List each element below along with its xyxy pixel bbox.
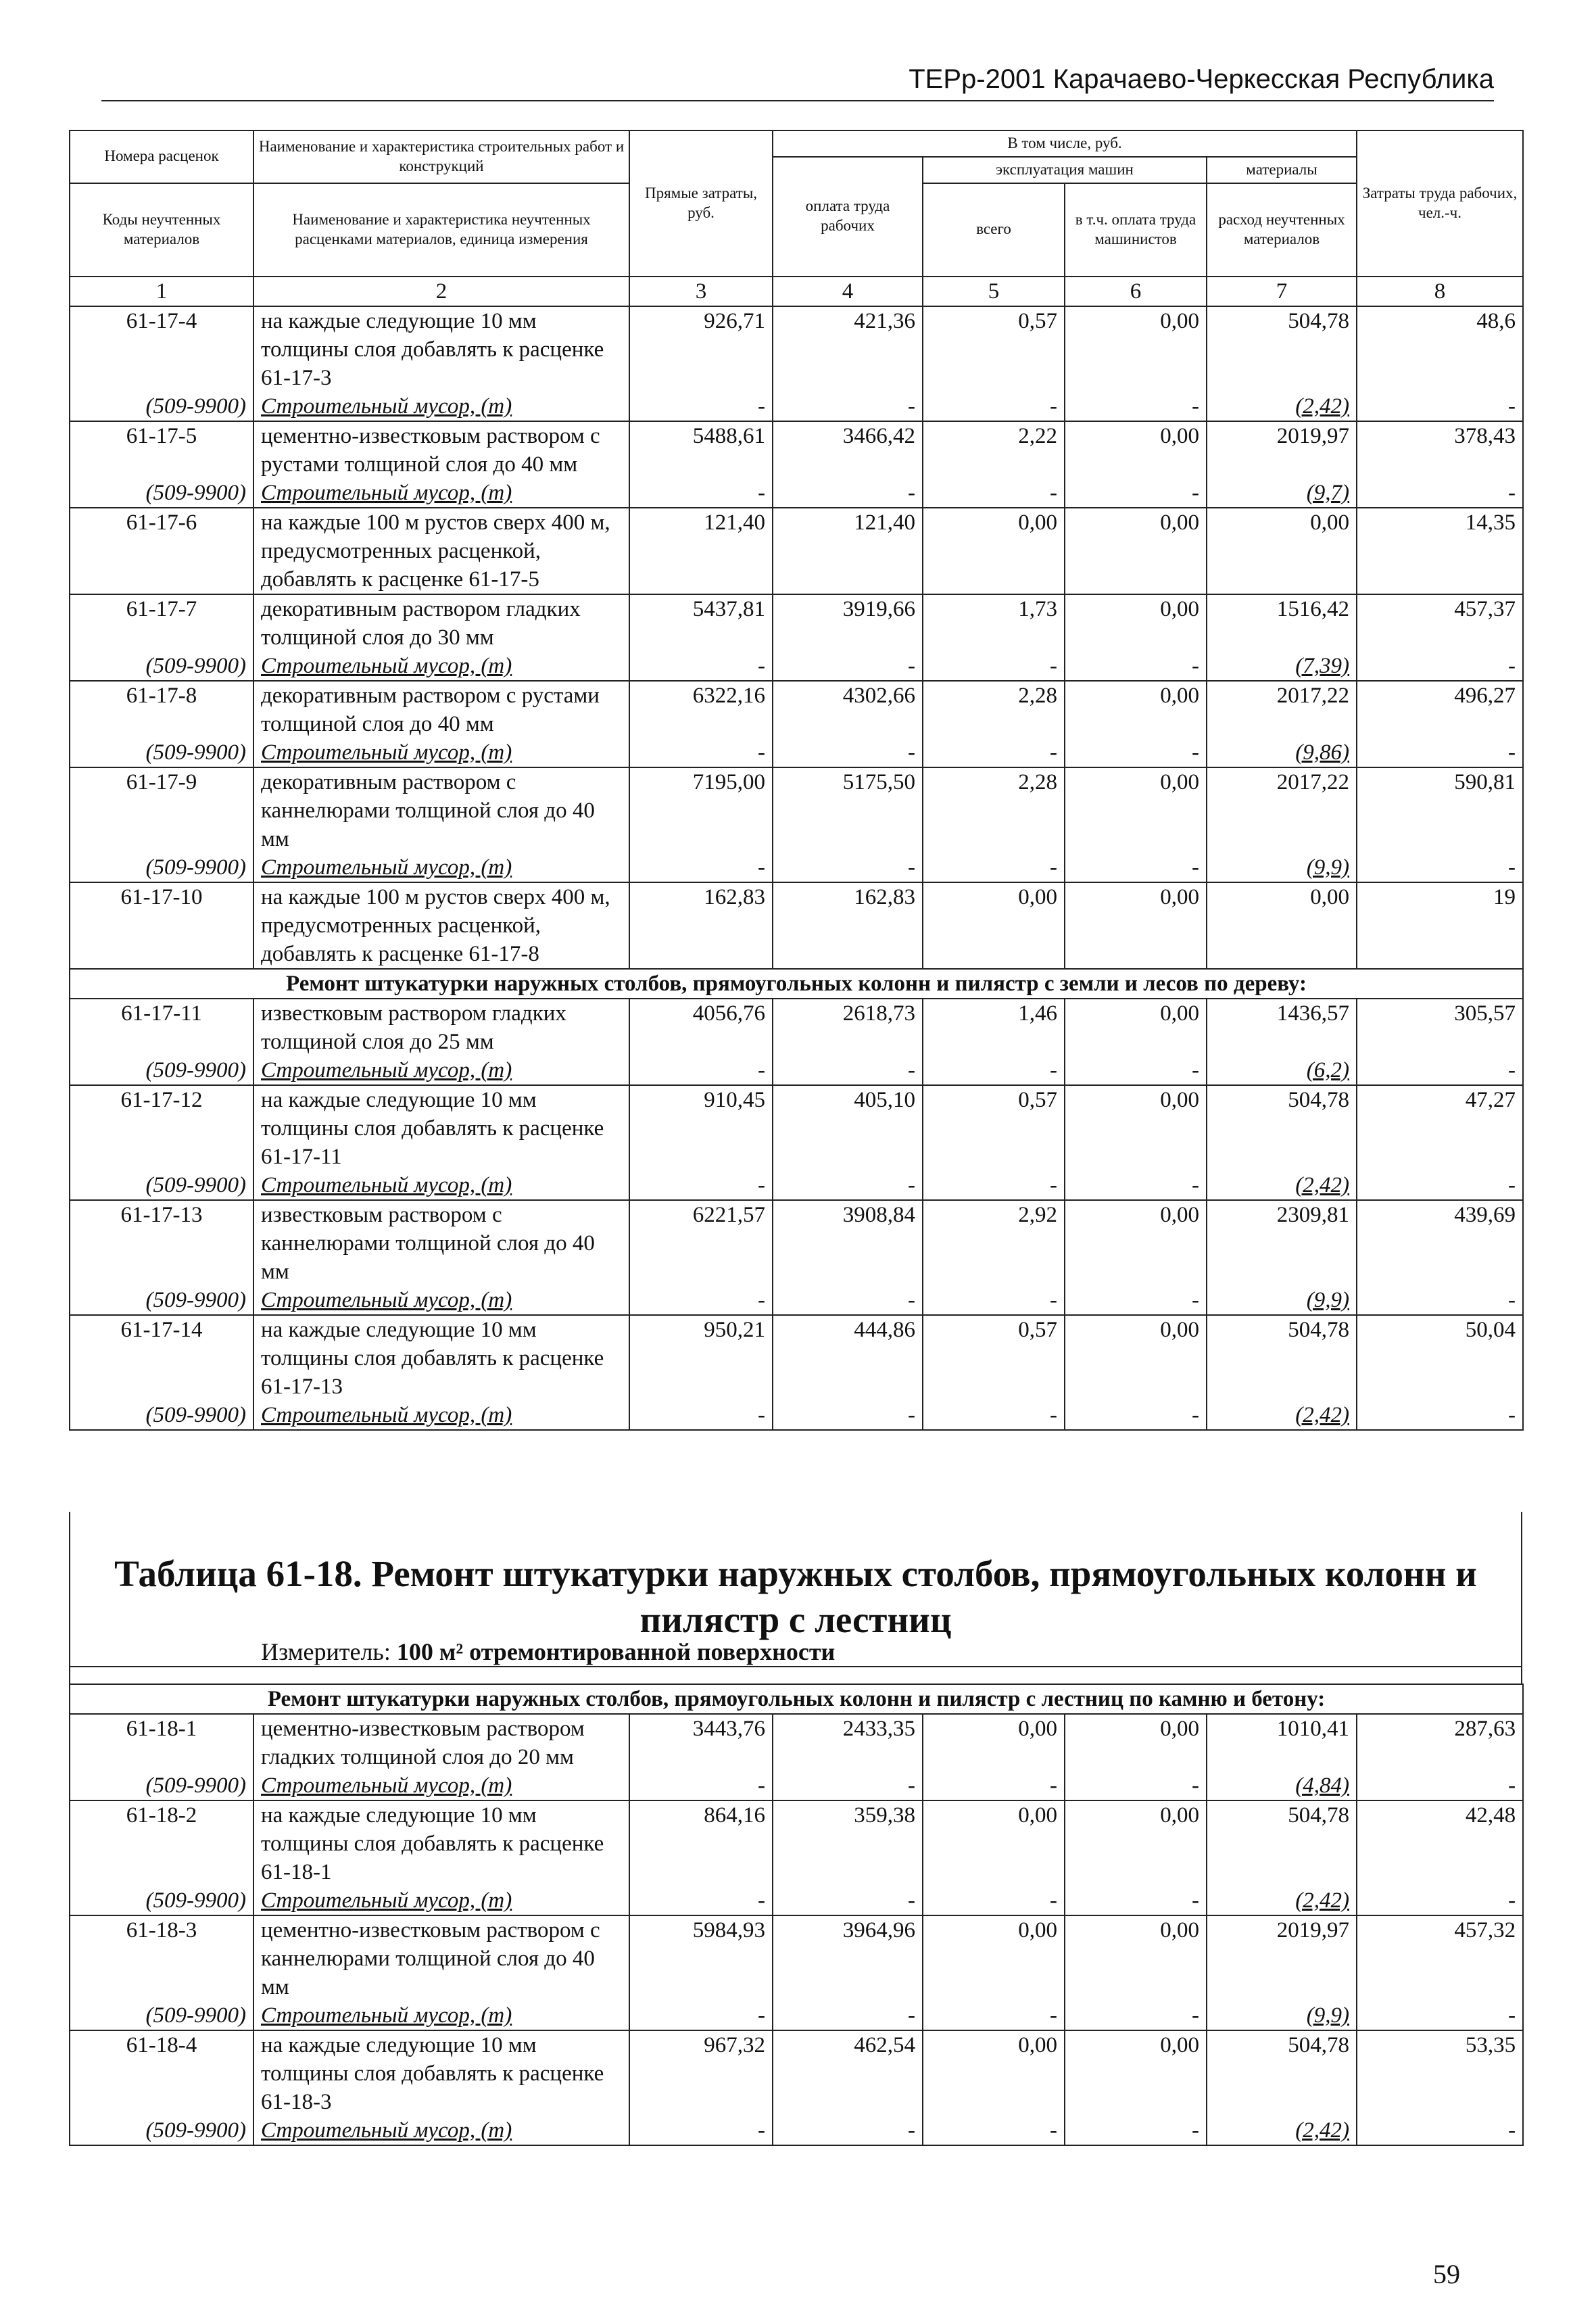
rate-row (70, 508, 1523, 594)
direct-cost: 6221,57 (629, 1200, 773, 1286)
material-name: Строительный мусор, (т) (253, 2116, 629, 2145)
rates-body-3 (70, 1714, 1523, 2145)
rate-code: 61-17-12 (70, 1085, 253, 1171)
col1-header-bottom: Коды неучтенных материалов (70, 183, 253, 277)
material-quantity: (9,9) (1207, 1286, 1357, 1315)
machine-cost: 0,00 (923, 1915, 1065, 2001)
rate-code: 61-17-13 (70, 1200, 253, 1286)
materials-cost: 504,78 (1207, 1315, 1357, 1401)
col2-header-bottom: Наименование и характеристика неучтенных расценками материалов, единица измерения (253, 183, 629, 277)
rate-row (70, 767, 1523, 853)
materials-cost: 2017,22 (1207, 681, 1357, 738)
machine-cost: 1,73 (923, 594, 1065, 652)
dash-cell: - (773, 738, 923, 767)
dash-cell: - (629, 853, 773, 882)
materials-cost: 504,78 (1207, 1085, 1357, 1171)
material-row (70, 652, 1523, 681)
dash-cell: - (1357, 652, 1523, 681)
dash-cell: - (773, 1771, 923, 1800)
machine-cost: 0,57 (923, 1315, 1065, 1401)
dash-cell: - (1065, 1886, 1207, 1915)
labor-cost: 5175,50 (773, 767, 923, 853)
labor-hours: 590,81 (1357, 767, 1523, 853)
machine-labor-cost: 0,00 (1065, 421, 1207, 479)
material-quantity: (2,42) (1207, 392, 1357, 421)
labor-cost: 3908,84 (773, 1200, 923, 1286)
dash-cell: - (923, 1056, 1065, 1085)
dash-cell: - (1357, 1771, 1523, 1800)
col2-header-top: Наименование и характеристика строительных работ и конструкций (253, 130, 629, 183)
measure-label: Измеритель: (261, 1638, 391, 1665)
material-quantity: (9,86) (1207, 738, 1357, 767)
labor-hours: 496,27 (1357, 681, 1523, 738)
dash-cell: - (923, 1886, 1065, 1915)
labor-cost: 359,38 (773, 1800, 923, 1886)
labor-hours: 50,04 (1357, 1315, 1523, 1401)
material-code: (509-9900) (70, 2116, 253, 2145)
rate-row (70, 681, 1523, 738)
rate-description: на каждые 100 м рустов сверх 400 м, предусмотренных расценкой, добавлять к расценке 61-17-5 (253, 508, 629, 594)
direct-cost: 121,40 (629, 508, 773, 594)
rate-description: цементно-известковым раствором с рустами толщиной слоя до 40 мм (253, 421, 629, 479)
dash-cell: - (1065, 1286, 1207, 1315)
machine-cost: 1,46 (923, 999, 1065, 1056)
rate-row (70, 1714, 1523, 1771)
material-row (70, 1171, 1523, 1200)
machine-cost: 2,22 (923, 421, 1065, 479)
dash-cell: - (923, 853, 1065, 882)
material-row (70, 392, 1523, 421)
measure-value: 100 м² отремонтированной поверхности (396, 1638, 836, 1665)
rate-description: на каждые следующие 10 мм толщины слоя добавлять к расценке 61-17-3 (253, 306, 629, 392)
material-quantity: (2,42) (1207, 1171, 1357, 1200)
col6-header: в т.ч. оплата труда машинистов (1065, 183, 1207, 277)
dash-cell: - (629, 1401, 773, 1430)
direct-cost: 967,32 (629, 2030, 773, 2116)
col3-header: Прямые затраты, руб. (629, 130, 773, 277)
dash-cell: - (1357, 479, 1523, 508)
material-name: Строительный мусор, (т) (253, 1056, 629, 1085)
rate-description: на каждые следующие 10 мм толщины слоя добавлять к расценке 61-17-13 (253, 1315, 629, 1401)
dash-cell: - (629, 1171, 773, 1200)
dash-cell: - (923, 479, 1065, 508)
rate-code: 61-18-2 (70, 1800, 253, 1886)
labor-cost: 3919,66 (773, 594, 923, 652)
labor-cost: 162,83 (773, 882, 923, 969)
direct-cost: 162,83 (629, 882, 773, 969)
dash-cell: - (1357, 1886, 1523, 1915)
col5-header: всего (923, 183, 1065, 277)
dash-cell: - (1065, 1771, 1207, 1800)
dash-cell: - (1357, 1056, 1523, 1085)
dash-cell: - (923, 392, 1065, 421)
dash-cell: - (1065, 738, 1207, 767)
material-quantity: (2,42) (1207, 1886, 1357, 1915)
labor-hours: 14,35 (1357, 508, 1523, 594)
column-numbers-row: 1 2 3 4 5 6 7 8 (70, 277, 1523, 306)
material-row (70, 853, 1523, 882)
dash-cell: - (1357, 1171, 1523, 1200)
labor-cost: 3964,96 (773, 1915, 923, 2001)
rate-description: декоративным раствором с каннелюрами толщиной слоя до 40 мм (253, 767, 629, 853)
dash-cell: - (1357, 1401, 1523, 1430)
section-heading: Ремонт штукатурки наружных столбов, прямоугольных колонн и пилястр с лестниц по камню и бетону: (70, 1684, 1523, 1714)
machine-labor-cost: 0,00 (1065, 1085, 1207, 1171)
rate-code: 61-17-5 (70, 421, 253, 479)
rate-row (70, 1315, 1523, 1401)
col4-header: оплата труда рабочих (773, 157, 923, 277)
machine-labor-cost: 0,00 (1065, 1915, 1207, 2001)
rate-code: 61-17-9 (70, 767, 253, 853)
materials-cost: 504,78 (1207, 2030, 1357, 2116)
dash-cell: - (1065, 1056, 1207, 1085)
dash-cell: - (773, 1171, 923, 1200)
dash-cell: - (629, 1286, 773, 1315)
labor-hours: 378,43 (1357, 421, 1523, 479)
machine-cost: 0,00 (923, 2030, 1065, 2116)
material-name: Строительный мусор, (т) (253, 2001, 629, 2030)
dash-cell: - (1065, 853, 1207, 882)
material-name: Строительный мусор, (т) (253, 652, 629, 681)
col7-header: расход неучтенных материалов (1207, 183, 1357, 277)
material-code: (509-9900) (70, 2001, 253, 2030)
machine-labor-cost: 0,00 (1065, 1315, 1207, 1401)
dash-cell: - (923, 2116, 1065, 2145)
rate-row (70, 1800, 1523, 1886)
rate-description: цементно-известковым раствором с каннелюрами толщиной слоя до 40 мм (253, 1915, 629, 2001)
labor-hours: 47,27 (1357, 1085, 1523, 1171)
rate-row (70, 999, 1523, 1056)
rate-code: 61-17-7 (70, 594, 253, 652)
rate-code: 61-18-3 (70, 1915, 253, 2001)
material-code: (509-9900) (70, 738, 253, 767)
direct-cost: 7195,00 (629, 767, 773, 853)
dash-cell: - (1357, 738, 1523, 767)
material-name: Строительный мусор, (т) (253, 1401, 629, 1430)
labor-cost: 2618,73 (773, 999, 923, 1056)
dash-cell: - (1357, 392, 1523, 421)
material-row (70, 1886, 1523, 1915)
direct-cost: 910,45 (629, 1085, 773, 1171)
materials-cost: 1516,42 (1207, 594, 1357, 652)
section-heading: Ремонт штукатурки наружных столбов, прямоугольных колонн и пилястр с земли и лесов по дереву: (70, 969, 1523, 999)
machine-labor-cost: 0,00 (1065, 306, 1207, 392)
rate-row (70, 1200, 1523, 1286)
material-row (70, 1286, 1523, 1315)
materials-cost: 2017,22 (1207, 767, 1357, 853)
dash-cell: - (629, 2116, 773, 2145)
dash-cell: - (1065, 479, 1207, 508)
dash-cell: - (1065, 2116, 1207, 2145)
machine-cost: 0,00 (923, 1800, 1065, 1886)
dash-cell: - (629, 1886, 773, 1915)
dash-cell: - (773, 2116, 923, 2145)
dash-cell: - (773, 1286, 923, 1315)
machine-labor-cost: 0,00 (1065, 594, 1207, 652)
labor-hours: 53,35 (1357, 2030, 1523, 2116)
rate-description: на каждые 100 м рустов сверх 400 м, предусмотренных расценкой, добавлять к расценке 61-17-8 (253, 882, 629, 969)
labor-cost: 121,40 (773, 508, 923, 594)
material-name: Строительный мусор, (т) (253, 392, 629, 421)
materials-cost: 2019,97 (1207, 421, 1357, 479)
materials-cost: 504,78 (1207, 1800, 1357, 1886)
machine-cost: 0,00 (923, 508, 1065, 594)
dash-cell: - (773, 853, 923, 882)
dash-cell: - (629, 1056, 773, 1085)
material-row (70, 1771, 1523, 1800)
header-title: ТЕРр-2001 Карачаево-Черкесская Республика (909, 64, 1494, 94)
rates-body-2 (70, 999, 1523, 1430)
material-code: (509-9900) (70, 1401, 253, 1430)
dash-cell: - (629, 479, 773, 508)
dash-cell: - (1065, 2001, 1207, 2030)
dash-cell: - (1065, 1171, 1207, 1200)
rate-code: 61-17-14 (70, 1315, 253, 1401)
labor-cost: 462,54 (773, 2030, 923, 2116)
rate-row (70, 882, 1523, 969)
material-quantity: (9,7) (1207, 479, 1357, 508)
rate-code: 61-17-11 (70, 999, 253, 1056)
materials-header: материалы (1207, 157, 1357, 183)
rate-description: цементно-известковым раствором гладких толщиной слоя до 20 мм (253, 1714, 629, 1771)
rate-row (70, 306, 1523, 392)
direct-cost: 5437,81 (629, 594, 773, 652)
material-quantity: (6,2) (1207, 1056, 1357, 1085)
machine-labor-cost: 0,00 (1065, 508, 1207, 594)
labor-hours: 287,63 (1357, 1714, 1523, 1771)
direct-cost: 926,71 (629, 306, 773, 392)
rate-code: 61-18-4 (70, 2030, 253, 2116)
machine-labor-cost: 0,00 (1065, 1800, 1207, 1886)
rate-row (70, 1085, 1523, 1171)
dash-cell: - (923, 1771, 1065, 1800)
machines-header: эксплуатация машин (923, 157, 1207, 183)
rate-row (70, 1915, 1523, 2001)
rate-description: на каждые следующие 10 мм толщины слоя добавлять к расценке 61-18-3 (253, 2030, 629, 2116)
materials-cost: 2019,97 (1207, 1915, 1357, 2001)
material-quantity: (2,42) (1207, 1401, 1357, 1430)
materials-cost: 1436,57 (1207, 999, 1357, 1056)
table-title: Таблица 61-18. Ремонт штукатурки наружных столбов, прямоугольных колонн и пилястр с лестниц (114, 1553, 1477, 1640)
material-code: (509-9900) (70, 1171, 253, 1200)
machine-labor-cost: 0,00 (1065, 1200, 1207, 1286)
material-name: Строительный мусор, (т) (253, 853, 629, 882)
dash-cell: - (923, 738, 1065, 767)
labor-cost: 3466,42 (773, 421, 923, 479)
material-name: Строительный мусор, (т) (253, 738, 629, 767)
labor-hours: 457,32 (1357, 1915, 1523, 2001)
material-name: Строительный мусор, (т) (253, 1771, 629, 1800)
material-code: (509-9900) (70, 1886, 253, 1915)
dash-cell: - (1065, 392, 1207, 421)
rate-code: 61-17-6 (70, 508, 253, 594)
labor-cost: 4302,66 (773, 681, 923, 738)
machine-labor-cost: 0,00 (1065, 1714, 1207, 1771)
material-code: (509-9900) (70, 392, 253, 421)
material-code: (509-9900) (70, 853, 253, 882)
direct-cost: 6322,16 (629, 681, 773, 738)
material-name: Строительный мусор, (т) (253, 1886, 629, 1915)
materials-cost: 1010,41 (1207, 1714, 1357, 1771)
materials-cost: 0,00 (1207, 508, 1357, 594)
dash-cell: - (773, 1886, 923, 1915)
rate-code: 61-17-10 (70, 882, 253, 969)
divider (70, 1666, 1521, 1667)
dash-cell: - (923, 1401, 1065, 1430)
rate-row (70, 594, 1523, 652)
machine-labor-cost: 0,00 (1065, 999, 1207, 1056)
labor-hours: 42,48 (1357, 1800, 1523, 1886)
dash-cell: - (1357, 2116, 1523, 2145)
material-quantity: (7,39) (1207, 652, 1357, 681)
material-quantity: (9,9) (1207, 2001, 1357, 2030)
labor-cost: 421,36 (773, 306, 923, 392)
dash-cell: - (773, 1401, 923, 1430)
dash-cell: - (629, 392, 773, 421)
col8-header: Затраты труда рабочих, чел.-ч. (1357, 130, 1523, 277)
material-row (70, 2001, 1523, 2030)
rates-table-61-18 (69, 1684, 1524, 2146)
machine-labor-cost: 0,00 (1065, 681, 1207, 738)
material-row (70, 1056, 1523, 1085)
measure-unit (261, 1638, 855, 1667)
materials-cost: 504,78 (1207, 306, 1357, 392)
direct-cost: 4056,76 (629, 999, 773, 1056)
dash-cell: - (773, 2001, 923, 2030)
labor-hours: 439,69 (1357, 1200, 1523, 1286)
dash-cell: - (923, 2001, 1065, 2030)
rate-description: декоративным раствором с рустами толщиной слоя до 40 мм (253, 681, 629, 738)
rates-table-61-17 (69, 130, 1524, 1431)
dash-cell: - (923, 1171, 1065, 1200)
rate-row (70, 2030, 1523, 2116)
material-name: Строительный мусор, (т) (253, 1286, 629, 1315)
direct-cost: 864,16 (629, 1800, 773, 1886)
labor-cost: 2433,35 (773, 1714, 923, 1771)
incl-header: В том числе, руб. (773, 130, 1357, 157)
dash-cell: - (1065, 652, 1207, 681)
material-name: Строительный мусор, (т) (253, 479, 629, 508)
rate-description: на каждые следующие 10 мм толщины слоя добавлять к расценке 61-18-1 (253, 1800, 629, 1886)
labor-cost: 405,10 (773, 1085, 923, 1171)
dash-cell: - (1357, 853, 1523, 882)
dash-cell: - (629, 2001, 773, 2030)
dash-cell: - (629, 738, 773, 767)
rate-code: 61-17-8 (70, 681, 253, 738)
material-quantity: (2,42) (1207, 2116, 1357, 2145)
dash-cell: - (773, 392, 923, 421)
machine-labor-cost: 0,00 (1065, 2030, 1207, 2116)
material-name: Строительный мусор, (т) (253, 1171, 629, 1200)
material-code: (509-9900) (70, 479, 253, 508)
material-code: (509-9900) (70, 1771, 253, 1800)
page-number: 59 (1433, 2259, 1460, 2289)
labor-hours: 48,6 (1357, 306, 1523, 392)
dash-cell: - (1357, 2001, 1523, 2030)
machine-cost: 2,28 (923, 767, 1065, 853)
machine-cost: 2,28 (923, 681, 1065, 738)
material-row (70, 479, 1523, 508)
material-quantity: (4,84) (1207, 1771, 1357, 1800)
machine-cost: 0,00 (923, 1714, 1065, 1771)
dash-cell: - (923, 1286, 1065, 1315)
labor-hours: 19 (1357, 882, 1523, 969)
rate-description: декоративным раствором гладких толщиной слоя до 30 мм (253, 594, 629, 652)
material-code: (509-9900) (70, 1286, 253, 1315)
rate-code: 61-17-4 (70, 306, 253, 392)
rate-description: известковым раствором гладких толщиной слоя до 25 мм (253, 999, 629, 1056)
materials-cost: 0,00 (1207, 882, 1357, 969)
page-header (101, 64, 1494, 101)
direct-cost: 950,21 (629, 1315, 773, 1401)
machine-cost: 0,57 (923, 1085, 1065, 1171)
machine-labor-cost: 0,00 (1065, 767, 1207, 853)
machine-cost: 0,57 (923, 306, 1065, 392)
machine-labor-cost: 0,00 (1065, 882, 1207, 969)
dash-cell: - (773, 479, 923, 508)
rates-body-1 (70, 306, 1523, 969)
dash-cell: - (1357, 1286, 1523, 1315)
material-row (70, 1401, 1523, 1430)
labor-hours: 305,57 (1357, 999, 1523, 1056)
rate-code: 61-18-1 (70, 1714, 253, 1771)
material-code: (509-9900) (70, 652, 253, 681)
rate-description: на каждые следующие 10 мм толщины слоя добавлять к расценке 61-17-11 (253, 1085, 629, 1171)
dash-cell: - (629, 652, 773, 681)
dash-cell: - (923, 652, 1065, 681)
rate-row (70, 421, 1523, 479)
dash-cell: - (1065, 1401, 1207, 1430)
labor-cost: 444,86 (773, 1315, 923, 1401)
machine-cost: 2,92 (923, 1200, 1065, 1286)
labor-hours: 457,37 (1357, 594, 1523, 652)
direct-cost: 5984,93 (629, 1915, 773, 2001)
material-row (70, 738, 1523, 767)
table-61-18-title-block (69, 1512, 1522, 1684)
material-quantity: (9,9) (1207, 853, 1357, 882)
direct-cost: 5488,61 (629, 421, 773, 479)
dash-cell: - (629, 1771, 773, 1800)
dash-cell: - (773, 652, 923, 681)
material-row (70, 2116, 1523, 2145)
direct-cost: 3443,76 (629, 1714, 773, 1771)
material-code: (509-9900) (70, 1056, 253, 1085)
materials-cost: 2309,81 (1207, 1200, 1357, 1286)
rate-description: известковым раствором с каннелюрами толщиной слоя до 40 мм (253, 1200, 629, 1286)
col1-header-top: Номера расценок (70, 130, 253, 183)
dash-cell: - (773, 1056, 923, 1085)
machine-cost: 0,00 (923, 882, 1065, 969)
